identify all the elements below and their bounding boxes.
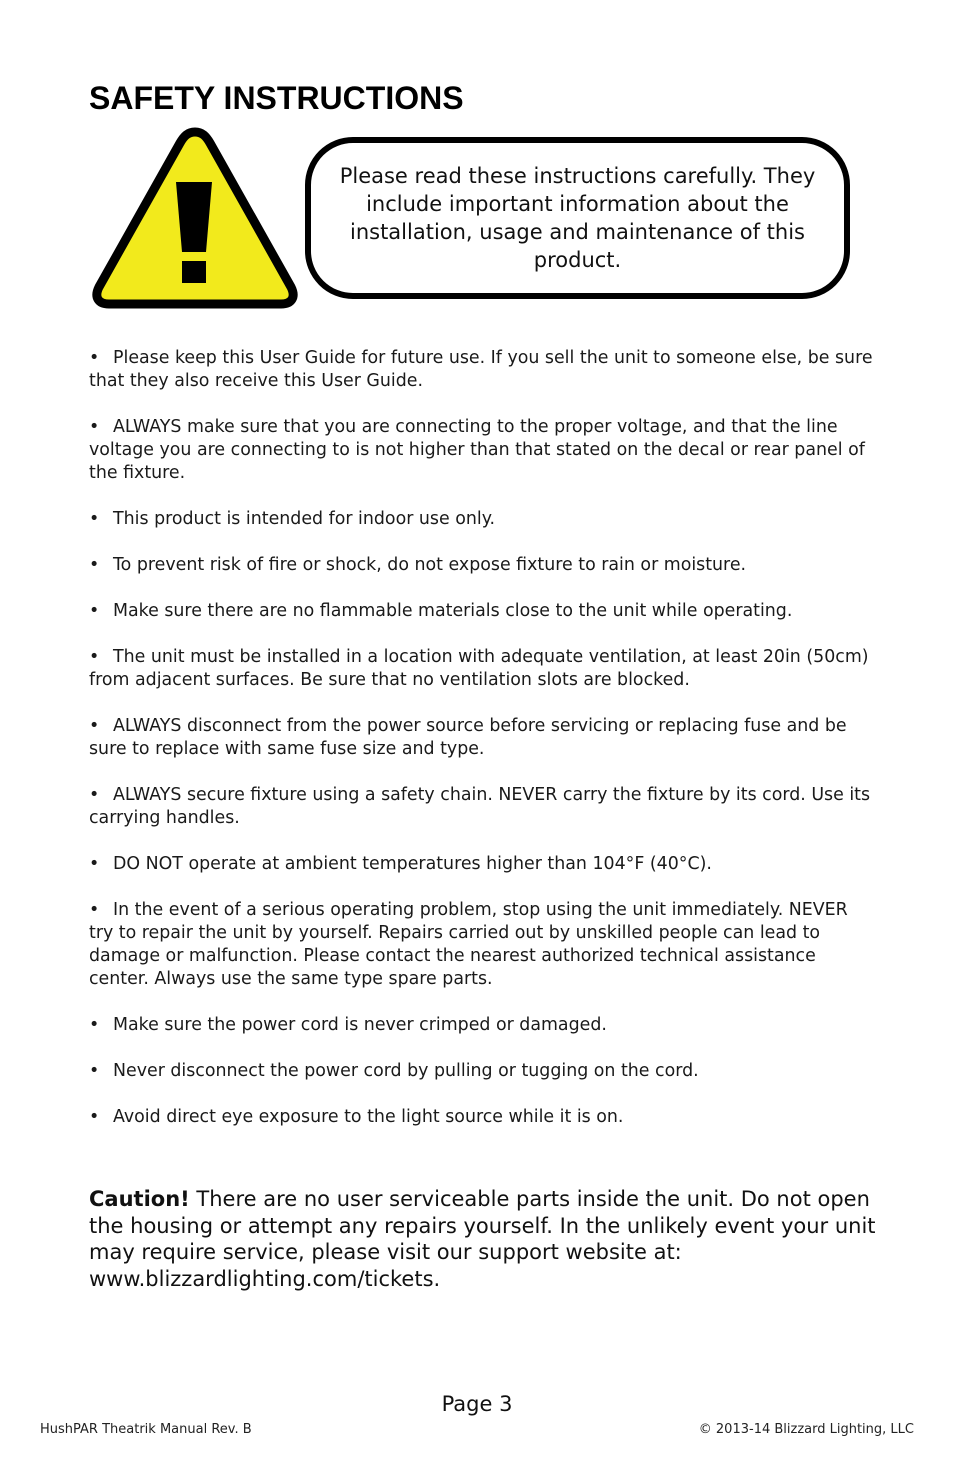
- bullet-mark: •: [89, 509, 100, 529]
- page-number: Page 3: [441, 1392, 513, 1416]
- notice-text: Please read these instructions carefully. They include important information about the installation, usage and maintenance of this product.: [339, 164, 816, 272]
- bullet-mark: •: [89, 647, 100, 667]
- list-item: [89, 347, 874, 393]
- exclamation-bar: [176, 182, 212, 252]
- bullet-text: ALWAYS secure fixture using a safety chain. NEVER carry the fixture by its cord. Use its carrying handles.: [89, 785, 871, 828]
- bullet-text: DO NOT operate at ambient temperatures higher than 104°F (40°C).: [113, 854, 712, 874]
- bullet-mark: •: [89, 601, 100, 621]
- bullet-mark: •: [89, 1015, 100, 1035]
- list-item: [89, 715, 874, 761]
- list-item: [89, 554, 874, 577]
- list-item: [89, 784, 874, 830]
- bullet-text: Never disconnect the power cord by pulling or tugging on the cord.: [113, 1061, 699, 1081]
- bullet-text: Make sure the power cord is never crimped or damaged.: [113, 1015, 607, 1035]
- caution-text: There are no user serviceable parts inside the unit. Do not open the housing or attempt any repairs yourself. In the unlikely event your unit may require service, please visit our support website at: www.blizzardlighting.com/tickets.: [89, 1187, 876, 1291]
- list-item: [89, 1060, 874, 1083]
- bullet-mark: •: [89, 1107, 100, 1127]
- safety-bullet-list: [89, 347, 874, 1152]
- bullet-text: ALWAYS make sure that you are connecting to the proper voltage, and that the line voltage you are connecting to is not higher than that stated on the decal or rear panel of the fixture.: [89, 417, 865, 483]
- list-item: [89, 646, 874, 692]
- bullet-mark: •: [89, 900, 100, 920]
- bullet-mark: •: [89, 417, 100, 437]
- list-item: [89, 1014, 874, 1037]
- exclamation-warning-triangle-icon: [92, 126, 298, 310]
- page-title: SAFETY INSTRUCTIONS: [89, 80, 464, 116]
- notice-box: [305, 137, 850, 299]
- bullet-mark: •: [89, 348, 100, 368]
- bullet-mark: •: [89, 785, 100, 805]
- bullet-text: Avoid direct eye exposure to the light source while it is on.: [113, 1107, 624, 1127]
- list-item: [89, 853, 874, 876]
- list-item: [89, 416, 874, 485]
- bullet-text: Please keep this User Guide for future use. If you sell the unit to someone else, be sure that they also receive this User Guide.: [89, 348, 873, 391]
- bullet-text: This product is intended for indoor use only.: [113, 509, 496, 529]
- list-item: [89, 600, 874, 623]
- list-item: [89, 508, 874, 531]
- bullet-text: To prevent risk of fire or shock, do not expose fixture to rain or moisture.: [113, 555, 747, 575]
- bullet-mark: •: [89, 555, 100, 575]
- bullet-text: The unit must be installed in a location with adequate ventilation, at least 20in (50cm) from adjacent surfaces. Be sure that no ventilation slots are blocked.: [89, 647, 869, 690]
- list-item: [89, 1106, 874, 1129]
- list-item: [89, 899, 874, 991]
- bullet-text: ALWAYS disconnect from the power source before servicing or replacing fuse and be sure to replace with same fuse size and type.: [89, 716, 847, 759]
- bullet-mark: •: [89, 716, 100, 736]
- bullet-mark: •: [89, 1061, 100, 1081]
- footer-copyright: © 2013-14 Blizzard Lighting, LLC: [698, 1422, 914, 1437]
- caution-paragraph: [89, 1186, 879, 1292]
- caution-label: Caution!: [89, 1187, 190, 1211]
- bullet-text: In the event of a serious operating problem, stop using the unit immediately. NEVER try to repair the unit by yourself. Repairs carried out by unskilled people can lead to damage or malfunction. Please contact the nearest authorized technical assistance center. Always use the same type spare parts.: [89, 900, 848, 989]
- bullet-mark: •: [89, 854, 100, 874]
- footer-manual-title: HushPAR Theatrik Manual Rev. B: [40, 1422, 252, 1437]
- exclamation-dot: [182, 261, 206, 283]
- bullet-text: Make sure there are no flammable materials close to the unit while operating.: [113, 601, 793, 621]
